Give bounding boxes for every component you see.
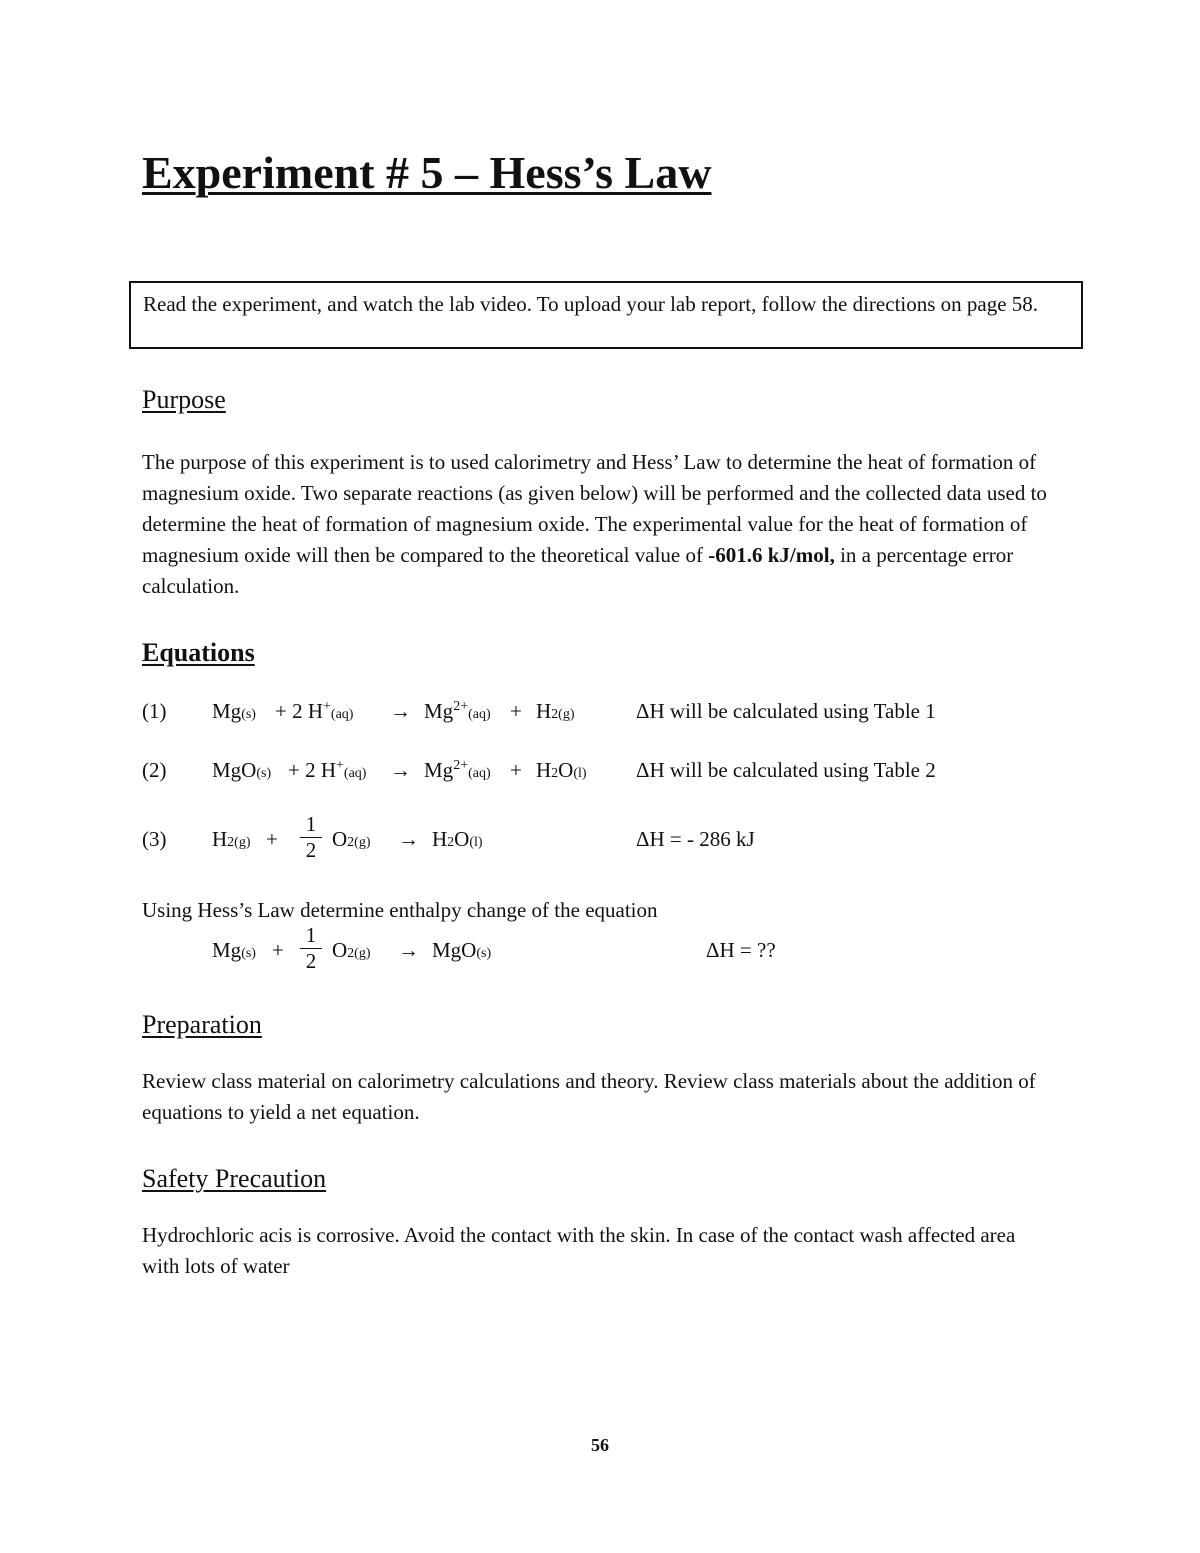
purpose-heading: Purpose [142,385,226,414]
reactant-mgo: MgO(s) [212,758,272,782]
reactant-mg: Mg(s) [212,699,256,723]
equation-3 [0,812,1200,862]
arrow-icon: → [390,699,411,723]
reactant-mg: Mg(s) [212,938,256,962]
product-h2o: H2O(l) [432,827,483,851]
safety-paragraph: Hydrochloric acis is corrosive. Avoid the contact with the skin. In case of the contact wash affected area with lots of water [142,1223,1016,1278]
equation-note: ΔH = - 286 kJ [636,827,755,851]
plus-sign: + [510,699,522,723]
product-mg-ion: $Mg^{2+}(aq)$ [424,758,491,782]
reactant-h2: H2(g) [212,827,251,851]
target-equation [0,923,1200,973]
purpose-paragraph [142,447,1082,602]
preparation-paragraph: Review class material on calorimetry calculations and theory. Review class materials about the addition of equations to yield a net equation. [142,1069,1036,1124]
equations-heading: Equations [142,638,255,667]
equation-1 [0,696,1200,726]
equation-number: (1) [142,699,167,723]
preparation-heading: Preparation [142,1010,262,1039]
equation-2 [0,755,1200,785]
plus-sign: + [266,827,278,851]
hess-law-intro: Using Hess’s Law determine enthalpy change of the equation [142,898,658,922]
equation-number: (3) [142,827,167,851]
page-title: Experiment # 5 – Hess’s Law [142,147,712,198]
arrow-icon: → [390,758,411,782]
reactant-o2: O2(g) [332,827,371,851]
plus-sign: + [272,938,284,962]
product-h2o: H2O(l) [536,758,587,782]
safety-heading: Safety Precaution [142,1164,327,1193]
equation-note: ΔH will be calculated using Table 1 [636,699,936,723]
theoretical-value: -601.6 kJ/mol, [708,543,835,567]
product-mgo: MgO(s) [432,938,492,962]
fraction-one-half: $\frac{1}{2}$ [300,812,322,862]
arrow-icon: → [398,827,419,851]
equation-note: ΔH = ?? [706,938,776,962]
fraction-one-half: $\frac{1}{2}$ [300,923,322,973]
product-mg-ion: $Mg^{2+}(aq)$ [424,699,491,723]
reactant-h-ion: + 2 H+(aq) [275,699,354,723]
arrow-icon: → [398,938,419,962]
equation-note: ΔH will be calculated using Table 2 [636,758,936,782]
instructions-box: Read the experiment, and watch the lab video. To upload your lab report, follow the directions on page 58. [129,281,1083,349]
page-number: 56 [591,1435,609,1455]
purpose-text-after: in a percentage error calculation. [142,543,1014,598]
purpose-text-before: The purpose of this experiment is to used calorimetry and Hess’ Law to determine the heat of formation of magnesium oxide. Two separate reactions (as given below) will be performed and the collected data used to determine the heat of formation of magnesium oxide. The experimental value for the heat of formation of magnesium oxide will then be compared to the theoretical value of [142,450,1047,567]
product-h2: H2(g) [536,699,575,723]
plus-sign: + [510,758,522,782]
reactant-h-ion: + 2 H+(aq) [288,758,367,782]
equation-number: (2) [142,758,167,782]
reactant-o2: O2(g) [332,938,371,962]
